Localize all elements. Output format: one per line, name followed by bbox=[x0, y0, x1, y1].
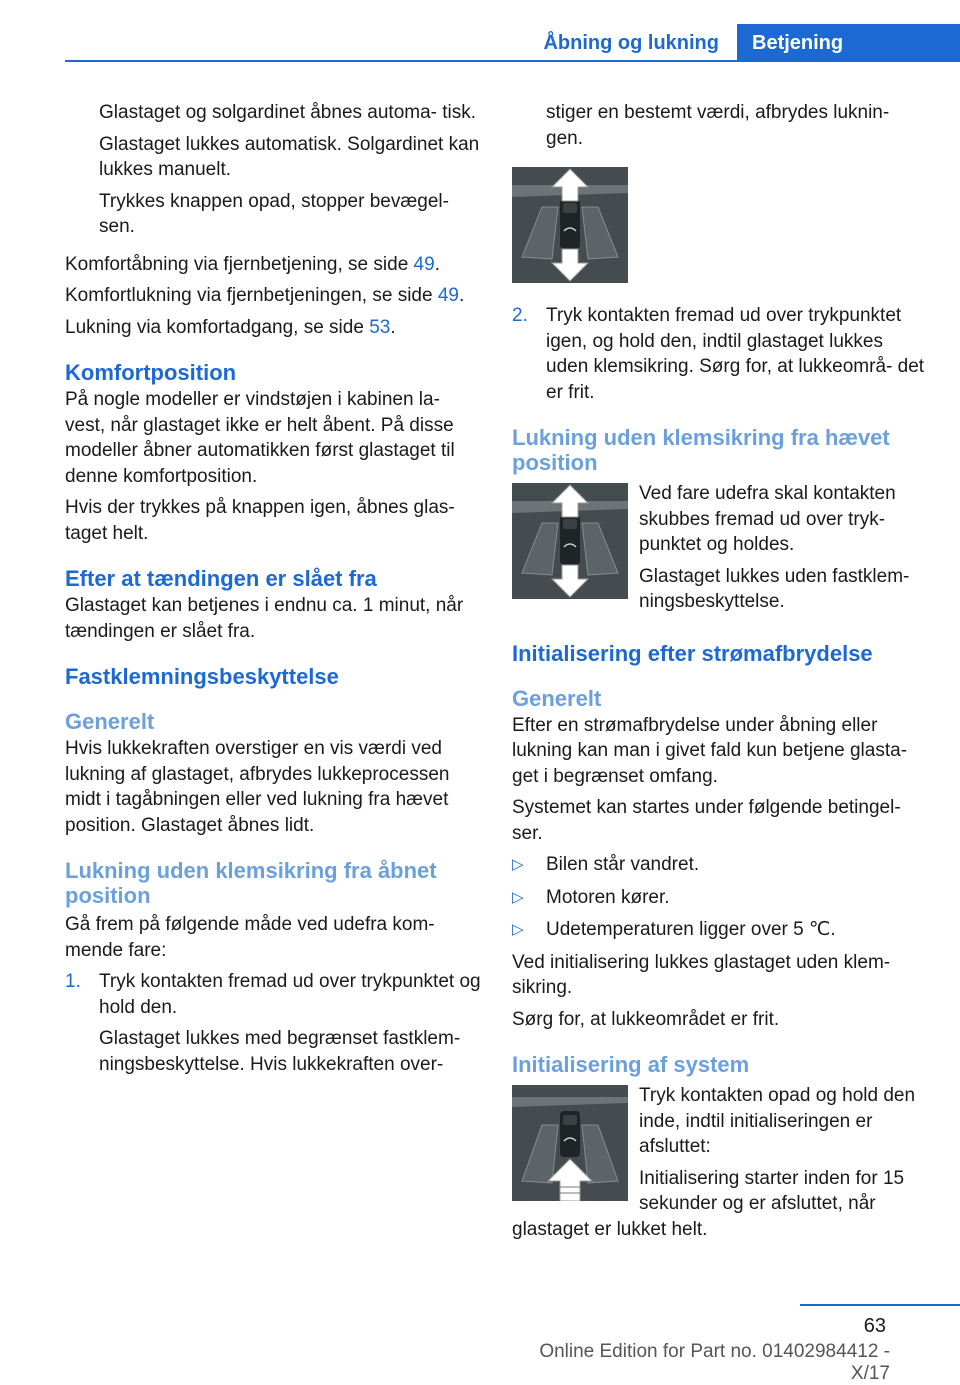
heading-init: Initialisering efter strømafbrydelse bbox=[512, 640, 873, 666]
init-p4: Sørg for, at lukkeområdet er frit. bbox=[512, 1008, 780, 1030]
intro-2: Glastaget lukkes automatisk. Solgardinet kan lukkes manuelt. bbox=[99, 133, 480, 180]
ref-komfortadgang: Lukning via komfortadgang, se side 53. bbox=[65, 316, 396, 338]
step-number: 1. bbox=[65, 971, 81, 992]
figure-switch-1 bbox=[512, 167, 930, 283]
komfort-p2: Hvis der trykkes på knappen igen, åbnes glas‐ taget helt. bbox=[65, 497, 455, 544]
step-number: 2. bbox=[512, 305, 528, 326]
system-p1: Tryk kontakten opad og hold den inde, indtil initialiseringen er afsluttet: bbox=[639, 1085, 916, 1157]
step-text: Tryk kontakten fremad ud over trykpunktet og hold den. bbox=[99, 971, 481, 1018]
intro-3: Trykkes knappen opad, stopper bevægel‐ sen. bbox=[99, 190, 449, 237]
page-link-49b[interactable]: 49 bbox=[437, 285, 459, 306]
init-p3: Ved initialisering lukkes glastaget uden klem‐ sikring. bbox=[512, 951, 891, 998]
header-tab: Betjening bbox=[737, 24, 960, 61]
init-p2: Systemet kan startes under følgende betingel‐ ser. bbox=[512, 797, 901, 844]
komfort-p1: På nogle modeller er vindstøjen i kabinen la‐ vest, når glastaget ikke er helt åbent. På disse modeller åbner automatikken først glastaget til denne komfortposition. bbox=[65, 389, 455, 487]
aabnet-p1: Gå frem på følgende måde ved udefra kom‐ mende fare: bbox=[65, 914, 435, 961]
heading-fastklem: Fastklemningsbeskyttelse bbox=[65, 664, 339, 689]
step-1 bbox=[65, 969, 481, 1020]
subheading-generelt-2: Generelt bbox=[512, 685, 602, 711]
system-p2: Initialisering starter inden for 15 sekunder og er afsluttet, når glastaget er lukket helt. bbox=[512, 1167, 905, 1240]
heading-komfortposition: Komfortposition bbox=[65, 360, 237, 385]
haevet-p1: Ved fare udefra skal kontakten skubbes fremad ud over tryk‐ punktet og holdes. bbox=[639, 483, 896, 555]
footer-edition: Online Edition for Part no. 01402984412 - X/17 bbox=[539, 1341, 890, 1384]
step-2 bbox=[512, 303, 930, 405]
sunroof-switch-image-3 bbox=[512, 1085, 628, 1201]
init-p1: Efter en strømafbrydelse under åbning eller lukning kan man i givet fald kun betjene glasta‐ get i begrænset omfang. bbox=[512, 714, 908, 787]
taending-p1: Glastaget kan betjenes i endnu ca. 1 minut, når tændingen er slået fra. bbox=[65, 595, 464, 642]
page-link-49[interactable]: 49 bbox=[413, 253, 435, 275]
fastklem-p1: Hvis lukkekraften overstiger en vis værdi ved lukning af glastaget, afbrydes lukkeprocessen midt i tagåbningen eller ved lukning fra hævet position. Glastaget åbnes lidt. bbox=[65, 738, 450, 836]
intro-1: Glastaget og solgardinet åbnes automa‐ tisk. bbox=[99, 102, 477, 123]
heading-haevet: Lukning uden klemsikring fra hævet position bbox=[512, 425, 890, 475]
header-section-title: Åbning og lukning bbox=[543, 32, 719, 54]
page-link-53[interactable]: 53 bbox=[369, 316, 391, 338]
sunroof-switch-image bbox=[512, 167, 628, 283]
haevet-block bbox=[512, 481, 930, 621]
sunroof-switch-image-2 bbox=[512, 483, 628, 599]
triangle-bullet-icon: ▷ bbox=[512, 921, 524, 938]
page-number: 63 bbox=[863, 1315, 886, 1337]
system-block bbox=[512, 1083, 930, 1248]
heading-system: Initialisering af system bbox=[512, 1052, 750, 1077]
step-text: Tryk kontakten fremad ud over trykpunktet igen, og hold den, indtil glastaget lukkes uden klemsikring. Sørg for, at lukkeområ‐ det er frit. bbox=[546, 305, 925, 403]
ref-komfortlukning: Komfortlukning via fjernbetjeningen, se side 49. bbox=[65, 285, 465, 306]
heading-taending: Efter at tændingen er slået fra bbox=[65, 566, 377, 591]
triangle-bullet-icon: ▷ bbox=[512, 888, 524, 906]
footer-rule bbox=[800, 1304, 960, 1306]
list-item: ▷ Motoren kører. bbox=[512, 885, 930, 911]
subheading-generelt: Generelt bbox=[65, 709, 155, 734]
left-column bbox=[65, 100, 481, 1083]
haevet-p2: Glastaget lukkes uden fastklem‐ ningsbeskyttelse. bbox=[639, 565, 910, 612]
step-1-sub: Glastaget lukkes med begrænset fastklem‐ ningsbeskyttelse. Hvis lukkekraften over‐ bbox=[99, 1028, 461, 1075]
header-rule bbox=[65, 60, 960, 62]
list-item: ▷ Udetemperaturen ligger over 5 ℃. bbox=[512, 917, 930, 943]
heading-aabnet: Lukning uden klemsikring fra åbnet position bbox=[65, 858, 437, 908]
list-item: ▷ Bilen står vandret. bbox=[512, 852, 930, 878]
ref-komfortaabning: Komfortåbning via fjernbetjening, se side 49. bbox=[65, 253, 440, 275]
step-1-continued: stiger en bestemt værdi, afbrydes luknin‐ gen. bbox=[546, 102, 890, 149]
triangle-bullet-icon: ▷ bbox=[512, 856, 524, 873]
right-column bbox=[512, 100, 930, 1248]
